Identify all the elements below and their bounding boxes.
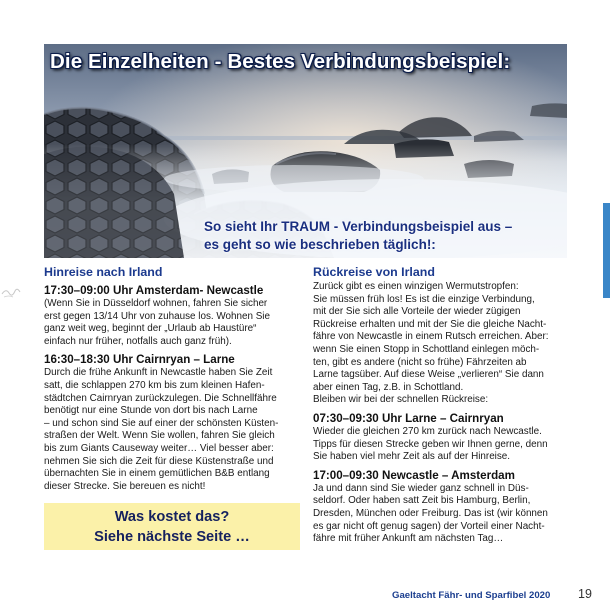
page-edge-tab [603,203,610,298]
text-line: es gar nicht oft genug sagen) der Vorteil einer Nacht- [313,520,545,532]
text-line: benötigt nur eine Stunde von dort bis nach Larne [44,405,258,417]
text-line: städtchen Cairnryan zurückzulegen. Die Schnellfähre [44,392,277,404]
text-line: erst gegen 13/14 Uhr von zuhause los. Wohnen Sie [44,310,270,322]
text-line: straßen der Welt. Wenn Sie wollen, fahren Sie gleich [44,430,275,442]
text-line: Sie haben viel mehr Zeit als auf der Hinreise. [313,451,511,463]
return-leg2-text [313,483,575,546]
text-line: mit der Sie sich alle Vorteile der wieder zügigen [313,306,521,318]
hero-caption-line: So sieht Ihr TRAUM - Verbindungsbeispiel aus – [204,219,513,234]
text-line: Larne tagsüber. Auf diese Weise „verlieren“ Sie dann [313,369,544,381]
outbound-column [44,265,302,497]
text-line: ten, gibt es andere (nicht so frühe) Fährzeiten ab [313,356,527,368]
text-line: Dresden, München oder Freiburg. Das ist (wir können [313,507,548,519]
return-intro-text [313,281,575,407]
page-number: 19 [578,587,592,601]
return-column [313,265,575,550]
text-line: ganz weit weg, beginnt der „Urlaub ab Haustüre“ [44,323,257,335]
text-line: Zurück gibt es einen winzigen Wermutstropfen: [313,281,519,292]
text-line: fähre mit früher Ankunft am nächsten Tag… [313,533,504,545]
text-line: einfach nur früher, notfalls auch ganz früh). [44,335,232,347]
hero-title: Die Einzelheiten - Bestes Verbindungsbeispiel: [50,50,511,73]
text-line: Ja und dann sind Sie wieder ganz schnell in Düs- [313,482,529,494]
text-line: satt, die schlappen 270 km bis zum kleinen Hafen- [44,379,265,391]
return-heading: Rückreise von Irland [313,265,435,279]
text-line: übernachten Sie in einem gemütlichen B&B entlang [44,468,270,480]
text-line: seldorf. Oder haben satt Zeit bis Hamburg, Berlin, [313,495,531,507]
outbound-leg2-text [44,367,302,493]
hero-caption [204,218,564,254]
text-line: Bleiben wir bei der schnellen Rückreise: [313,394,489,406]
scribble-mark [0,285,22,301]
text-line: Sie müssen früh los! Es ist die einzige Verbindung, [313,293,535,305]
text-line: (Wenn Sie in Düsseldorf wohnen, fahren Sie sicher [44,298,268,309]
text-line: aber einen Tag, z.B. in Schottland. [313,381,464,393]
text-line: Durch die frühe Ankunft in Newcastle haben Sie Zeit [44,367,273,379]
text-line: Wieder die gleichen 270 km zurück nach Newcastle. [313,425,542,437]
outbound-leg2-title: 16:30–18:30 Uhr Cairnryan – Larne [44,353,235,367]
return-leg2-title: 17:00–09:30 Newcastle – Amsterdam [313,468,515,482]
text-line: Tipps für diesen Strecke geben wir Ihnen gerne, denn [313,438,548,450]
text-line: bis zum Giants Causeway weiter… Viel besser aber: [44,442,274,454]
outbound-heading: Hinreise nach Irland [44,265,163,279]
text-line: wenn Sie einen Stopp in Schottland einlegen möch- [313,343,540,355]
price-callout [44,503,300,550]
text-line: – und schon sind Sie auf einer der schönsten Küsten- [44,417,279,429]
text-line: fähre von Newcastle in einem Rutsch erreichen. Aber: [313,331,549,343]
publication-title: Gaeltacht Fähr- und Sparfibel 2020 [392,590,551,601]
hero-caption-line: es geht so wie beschrieben täglich!: [204,237,436,252]
hero-image [44,44,567,258]
price-callout-line: Siehe nächste Seite … [94,529,250,545]
text-line: nehmen Sie sich die Zeit für diese Küstenstraße und [44,455,274,467]
text-line: Rückreise erhalten und mit der Sie die gleiche Nacht- [313,318,547,330]
outbound-leg1-text [44,298,302,348]
outbound-leg1-title: 17:30–09:00 Uhr Amsterdam- Newcastle [44,284,264,297]
price-callout-line: Was kostet das? [114,509,230,525]
text-line: dieser Strecke. Sie bereuen es nicht! [44,480,206,492]
return-leg1-title: 07:30–09:30 Uhr Larne – Cairnryan [313,411,504,425]
return-leg1-text [313,426,575,464]
